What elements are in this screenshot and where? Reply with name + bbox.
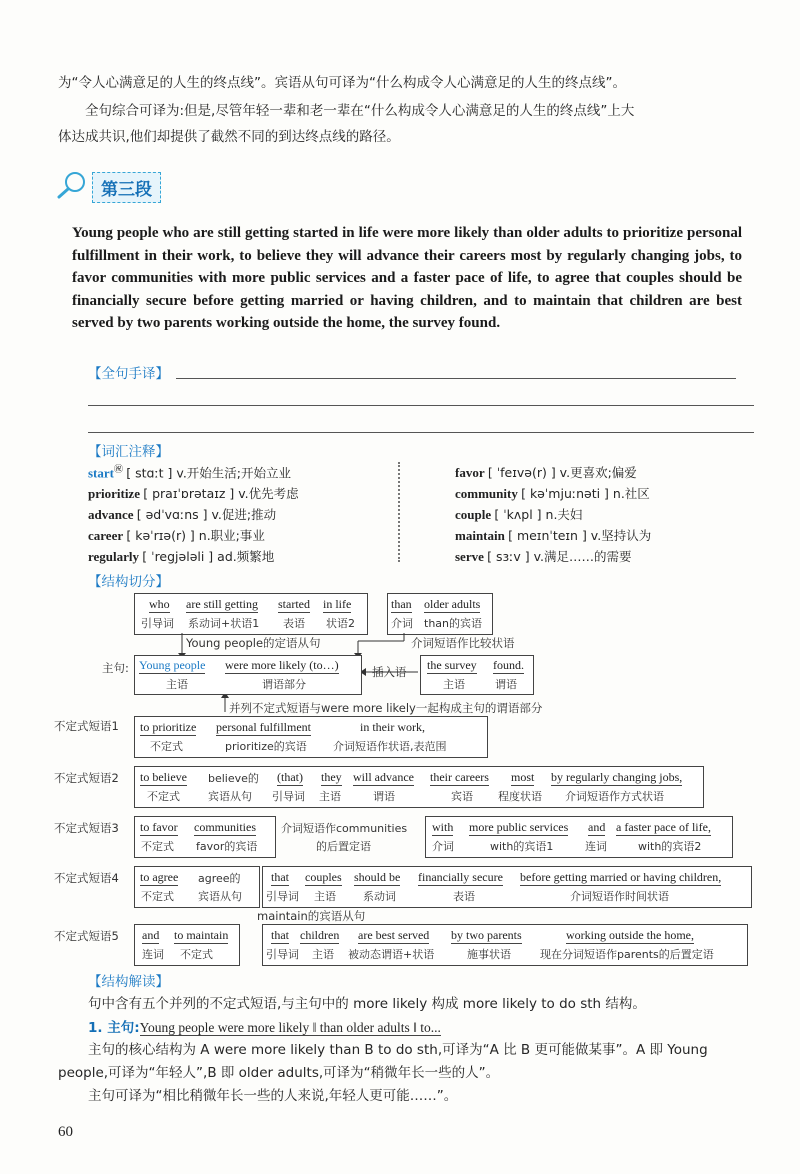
reading-p2-head: 1. 主句: (88, 1020, 140, 1036)
inf4-c-role: 引导词 (266, 890, 299, 903)
survey-subject-role: 主语 (443, 678, 465, 691)
inf5-b-role: 不定式 (180, 948, 213, 961)
reading-label: 【结构解读】 (88, 974, 169, 990)
reading-p2-body: Young people were more likely ‖ than older adults ‖ to... (139, 1020, 441, 1035)
inf3-f-role: 连词 (585, 840, 607, 853)
inf4-b: agree的 (198, 872, 241, 885)
rel-inlife-role: 状语2 (326, 617, 355, 630)
inf1-c-role: 介词短语作状语,表范围 (333, 740, 447, 753)
inf1-b: personal fulfillment (216, 720, 311, 734)
survey-predicate-role: 谓语 (495, 678, 517, 691)
inf2-f: their careers (430, 770, 489, 784)
inf2-h: by regularly changing jobs, (551, 770, 683, 784)
inf3-label: 不定式短语3 (54, 821, 119, 835)
inf4-d-role: 主语 (314, 890, 336, 903)
reading-p1: 句中含有五个并列的不定式短语,与主句中的 more likely 构成 more likely to do sth 结构。 (88, 996, 646, 1012)
inf5-f-role: 施事状语 (467, 948, 511, 961)
top-line-2: 全句综合可译为:但是,尽管年轻一辈和老一辈在“什么构成令人心满意足的人生的终点线”上大 (85, 103, 635, 119)
inf2-b-role: 宾语从句 (208, 790, 252, 803)
inf4-g-role: 介词短语作时间状语 (570, 890, 669, 903)
inf2-d-role: 主语 (319, 790, 341, 803)
inf4-note: maintain的宾语从句 (257, 909, 366, 923)
structure-label: 【结构切分】 (88, 574, 169, 590)
inf3-f: and (588, 820, 606, 834)
inf2-g-role: 程度状语 (498, 790, 542, 803)
than-note: 介词短语作比较状语 (411, 636, 515, 650)
survey-subject: the survey (427, 658, 477, 672)
page-number: 60 (58, 1124, 73, 1140)
reading-p3b: people,可译为“年轻人”,B 即 older adults,可译为“稍微年长一些的人”。 (58, 1065, 500, 1081)
inf2-b: believe的 (208, 772, 259, 785)
reading-p4: 主句可译为“相比稍微年长一些的人来说,年轻人更可能……”。 (88, 1088, 458, 1104)
rel-started-role: 表语 (283, 617, 305, 630)
inf3-b-role: favor的宾语 (196, 840, 258, 853)
inf3-c: 介词短语作communities (281, 822, 408, 835)
rel-are: are still getting (186, 597, 258, 611)
section-title: 第三段 (92, 172, 161, 203)
inf2-a: to believe (140, 770, 187, 784)
inf2-d: they (321, 770, 342, 784)
inf3-a-role: 不定式 (141, 840, 174, 853)
english-paragraph: Young people who are still getting started in life were more likely than older adults to prioritize personal fulfillment in their work, to believe they will advance their careers most by regularly changing jobs, to favor communities with more public services and a faster pace of life, to agree that couples should be financially secure before getting married or having children, and to maintain that children are best served by two parents working outside the home, the survey found. (72, 225, 742, 332)
main-label: 主句: (102, 661, 129, 675)
rel-note: Young people的定语从句 (186, 636, 321, 650)
inf5-b: to maintain (174, 928, 229, 942)
inf3-d-role: 介词 (432, 840, 454, 853)
main-predicate: were more likely (to…) (225, 658, 339, 672)
top-line-3: 体达成共识,他们却提供了截然不同的到达终点线的路径。 (58, 129, 400, 145)
inf3-e: more public services (469, 820, 569, 834)
inf4-e-role: 系动词 (363, 890, 396, 903)
vocab-item: community [ kəˈmjuːnəti ] n.社区 (455, 486, 650, 501)
inf1-b-role: prioritize的宾语 (225, 740, 307, 753)
inf2-c: (that) (277, 770, 303, 784)
inf3-a: to favor (140, 820, 178, 834)
parallel-note: 并列不定式短语与were more likely一起构成主句的谓语部分 (229, 701, 543, 715)
inf2-e-role: 谓语 (373, 790, 395, 803)
inf4-b-role: 宾语从句 (198, 890, 242, 903)
main-subject-role: 主语 (166, 678, 188, 691)
inf5-d: children (300, 928, 340, 942)
inf4-g: before getting married or having children, (520, 870, 722, 884)
inf2-c-role: 引导词 (272, 790, 305, 803)
insert-label: 插入语 (372, 665, 407, 679)
inf5-e-role: 被动态谓语+状语 (348, 948, 435, 961)
inf1-a-role: 不定式 (150, 740, 183, 753)
inf3-d: with (432, 820, 454, 834)
than-role: 介词 (391, 617, 413, 630)
inf3-g: a faster pace of life, (616, 820, 711, 834)
vocab-item: serve [ sɜːv ] v.满足……的需要 (455, 549, 632, 564)
inf1-c: in their work, (360, 720, 425, 734)
inf5-g: working outside the home, (566, 928, 694, 942)
inf5-a: and (142, 928, 160, 942)
survey-predicate: found. (493, 658, 524, 672)
inf3-b: communities (194, 820, 256, 834)
rel-who: who (149, 597, 170, 611)
reading-p2 (88, 1016, 441, 1040)
vocab-item: regularly [ ˈregjələli ] ad.频繁地 (88, 549, 275, 564)
inf4-f-role: 表语 (453, 890, 475, 903)
rel-who-role: 引导词 (141, 617, 174, 630)
than-word: than (391, 597, 412, 611)
inf2-a-role: 不定式 (147, 790, 180, 803)
translate-label: 【全句手译】 (88, 366, 169, 382)
rel-are-role: 系动词+状语1 (188, 617, 260, 630)
main-predicate-role: 谓语部分 (262, 678, 306, 691)
inf4-f: financially secure (418, 870, 503, 884)
inf2-g: most (511, 770, 535, 784)
inf4-label: 不定式短语4 (54, 871, 119, 885)
inf4-e: should be (354, 870, 401, 884)
inf2-label: 不定式短语2 (54, 771, 119, 785)
vocab-item: advance [ ədˈvɑːns ] v.促进;推动 (88, 507, 277, 522)
inf4-a-role: 不定式 (141, 890, 174, 903)
inf5-label: 不定式短语5 (54, 929, 119, 943)
inf3-g-role: with的宾语2 (638, 840, 702, 853)
inf3-c-role: 的后置定语 (316, 840, 371, 853)
inf3-e-role: with的宾语1 (490, 840, 554, 853)
inf4-d: couples (305, 870, 342, 884)
inf5-a-role: 连词 (142, 948, 164, 961)
inf2-h-role: 介词短语作方式状语 (565, 790, 664, 803)
inf5-g-role: 现在分词短语作parents的后置定语 (540, 948, 714, 961)
top-line-1: 为“令人心满意足的人生的终点线”。宾语从句可译为“什么构成令人心满意足的人生的终点线”。 (58, 75, 626, 91)
inf5-f: by two parents (451, 928, 522, 942)
rel-started: started (278, 597, 310, 611)
vocab-item: career [ kəˈrɪə(r) ] n.职业;事业 (88, 528, 265, 543)
inf1-a: to prioritize (140, 720, 197, 734)
reading-p3a: 主句的核心结构为 A were more likely than B to do sth,可译为“A 比 B 更可能做某事”。A 即 Young (88, 1042, 708, 1058)
vocab-item: favor [ ˈfeɪvə(r) ] v.更喜欢;偏爱 (455, 465, 637, 480)
inf5-c-role: 引导词 (266, 948, 299, 961)
vocab-label: 【词汇注释】 (88, 444, 169, 460)
inf4-a: to agree (140, 870, 179, 884)
vocab-item: couple [ ˈkʌpl ] n.夫妇 (455, 507, 583, 522)
vocab-item: maintain [ meɪnˈteɪn ] v.坚持认为 (455, 528, 652, 543)
than-obj-role: than的宾语 (424, 617, 482, 630)
vocab-item: start㊗ [ stɑːt ] v.开始生活;开始立业 (88, 464, 292, 481)
rel-inlife: in life (323, 597, 352, 611)
inf1-label: 不定式短语1 (54, 719, 119, 733)
inf5-d-role: 主语 (312, 948, 334, 961)
inf2-e: will advance (353, 770, 414, 784)
inf2-f-role: 宾语 (451, 790, 473, 803)
than-obj: older adults (424, 597, 481, 611)
inf5-c: that (271, 928, 289, 942)
inf5-e: are best served (358, 928, 430, 942)
inf4-c: that (271, 870, 289, 884)
vocab-item: prioritize [ praɪˈɒrətaɪz ] v.优先考虑 (88, 486, 299, 501)
main-subject: Young people (139, 658, 206, 672)
